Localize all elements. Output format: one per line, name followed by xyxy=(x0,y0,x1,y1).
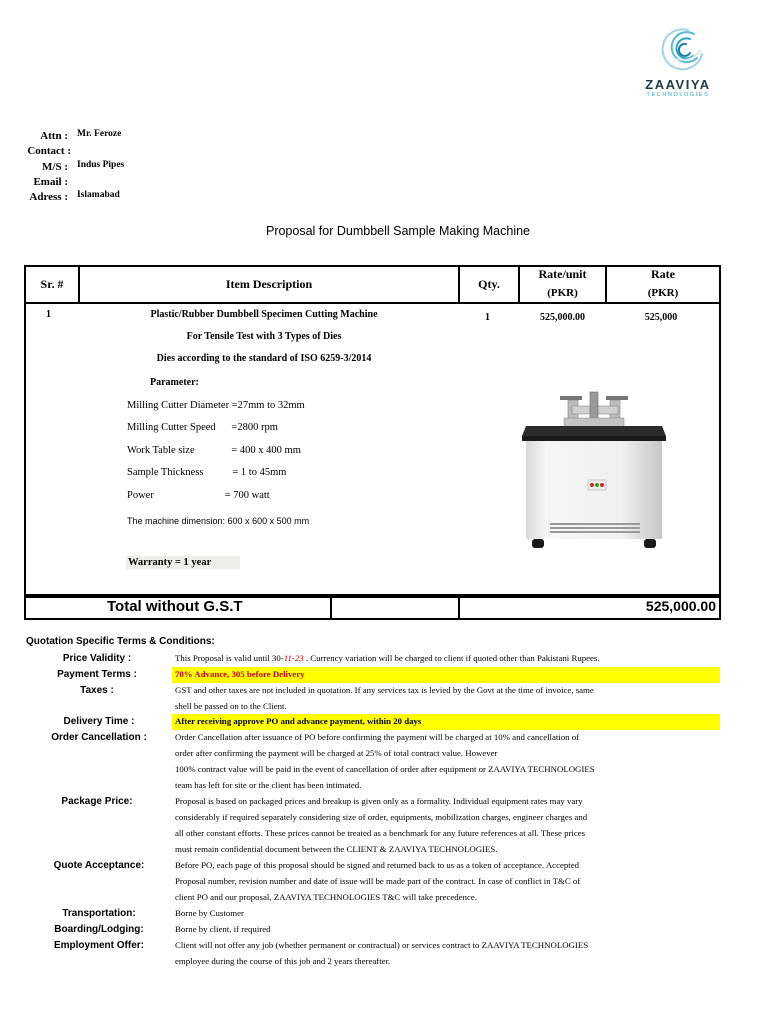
address-value: Islamabad xyxy=(77,190,120,200)
employment-line-2: employee during the course of this job and 2 years thereafter. xyxy=(175,956,391,966)
item-line-3: Dies according to the standard of ISO 6259-3/2014 xyxy=(156,353,372,364)
total-value: 525,000.00 xyxy=(645,598,716,614)
price-validity-label: Price Validity : xyxy=(62,653,132,664)
package-price-label: Package Price: xyxy=(61,796,133,807)
package-line-3: all other constant efforts. These prices cannot be treated as a benchmark for any future references at all. These prices xyxy=(175,828,586,838)
attn-value: Mr. Feroze xyxy=(77,129,122,139)
validity-date: 11-23 xyxy=(283,653,304,663)
proposal-title: Proposal for Dumbbell Sample Making Machine xyxy=(265,224,530,238)
email-label: Email : xyxy=(33,176,68,188)
ms-label: M/S : xyxy=(42,161,68,173)
ms-value: Indus Pipes xyxy=(77,160,125,170)
logo-name: ZAAVIYA xyxy=(645,77,711,92)
acceptance-line-3: client PO and our proposal, ZAAVIYA TECHNOLOGIES T&C will take precedence. xyxy=(175,892,477,902)
package-line-1: Proposal is based on packaged prices and breakup is given only as a formality. Individual equipment rates may vary xyxy=(175,796,583,806)
payment-terms-text: 70% Advance, 305 before Delivery xyxy=(172,667,720,683)
cancellation-line-2: order after confirming the payment will be charged at 25% of total contract value. However xyxy=(175,748,498,758)
header-divider xyxy=(24,302,721,304)
terms-heading: Quotation Specific Terms & Conditions: xyxy=(26,636,215,647)
taxes-line-2: shell be passed on to the Client. xyxy=(175,701,287,711)
row-qty: 1 xyxy=(485,312,490,323)
item-line-1: Plastic/Rubber Dumbbell Specimen Cutting Machine xyxy=(150,309,378,320)
row-rate-unit: 525,000.00 xyxy=(540,312,585,323)
total-divider xyxy=(458,596,460,620)
address-label: Adress : xyxy=(29,191,68,203)
transportation-label: Transportation: xyxy=(62,908,136,919)
total-label: Total without G.S.T xyxy=(107,598,243,615)
delivery-time-text: After receiving approve PO and advance payment, within 20 days xyxy=(172,714,720,730)
contact-label: Contact : xyxy=(27,145,71,157)
param-cutter-diameter: Milling Cutter Diameter =27mm to 32mm xyxy=(127,400,305,411)
taxes-label: Taxes : xyxy=(80,685,114,696)
header-sr: Sr. # xyxy=(40,277,64,291)
package-line-2: considerably if required separately considering size of order, equipments, mobilization charges, engineer charges and xyxy=(175,812,588,822)
transportation-text: Borne by Customer xyxy=(175,908,244,918)
total-divider xyxy=(330,596,332,620)
order-cancellation-label: Order Cancellation : xyxy=(51,732,147,743)
param-cutter-speed: Milling Cutter Speed =2800 rpm xyxy=(127,422,278,433)
cancellation-line-4: team has left for site or the client has been intimated. xyxy=(175,780,362,790)
warranty-note: Warranty = 1 year xyxy=(126,556,240,569)
header-item-description: Item Description xyxy=(225,277,313,291)
header-rate-unit-currency: (PKR) xyxy=(547,287,578,299)
header-rate-currency: (PKR) xyxy=(647,287,679,299)
machine-dimension: The machine dimension: 600 x 600 x 500 mm xyxy=(127,516,310,526)
param-table-size: Work Table size = 400 x 400 mm xyxy=(127,445,301,456)
package-line-4: must remain confidential document between the CLIENT & ZAAVIYA TECHNOLOGIES. xyxy=(175,844,498,854)
boarding-label: Boarding/Lodging: xyxy=(54,924,144,935)
employment-label: Employment Offer: xyxy=(53,940,144,951)
acceptance-line-2: Proposal number, revision number and date of issue will be made part of the contract. In case of conflict in T&C of xyxy=(175,876,581,886)
param-sample-thickness: Sample Thickness = 1 to 45mm xyxy=(127,467,287,478)
item-line-2: For Tensile Test with 3 Types of Dies xyxy=(186,331,342,342)
machine-photo xyxy=(520,388,668,553)
cancellation-line-3: 100% contract value will be paid in the event of cancellation of order after equipment or ZAAVIYA TECHNOLOGIES xyxy=(175,764,595,774)
header-rate-unit: Rate/unit xyxy=(538,267,587,281)
param-power: Power = 700 watt xyxy=(127,490,270,501)
logo-subtitle: TECHNOLOGIES xyxy=(646,92,710,98)
header-rate: Rate xyxy=(651,267,675,281)
row-sr: 1 xyxy=(46,309,51,320)
quote-acceptance-label: Quote Acceptance: xyxy=(53,860,145,871)
employment-line-1: Client will not offer any job (whether permanent or contractual) or services contract to ZAAVIYA TECHNOLOGIES xyxy=(175,940,589,950)
acceptance-line-1: Before PO, each page of this proposal should be signed and returned back to us as a token of acceptance. Accepted xyxy=(175,860,580,870)
row-rate: 525,000 xyxy=(644,312,678,323)
cancellation-line-1: Order Cancellation after issuance of PO before confirming the payment will be charged at 10% and cancellation of xyxy=(175,732,580,742)
price-validity-text: This Proposal is valid until 30-11-23 . Currency variation will be charged to client if quoted other than Pakistani Rupees. xyxy=(175,653,600,663)
delivery-time-label: Delivery Time : xyxy=(63,716,135,727)
boarding-text: Borne by client, if required xyxy=(175,924,271,934)
parameter-heading: Parameter: xyxy=(150,377,199,388)
payment-terms-label: Payment Terms : xyxy=(57,669,137,680)
taxes-line-1: GST and other taxes are not included in quotation. If any services tax is levied by the Govt at the time of invoice, same xyxy=(175,685,594,695)
attn-label: Attn : xyxy=(40,130,68,142)
header-qty: Qty. xyxy=(478,277,500,291)
